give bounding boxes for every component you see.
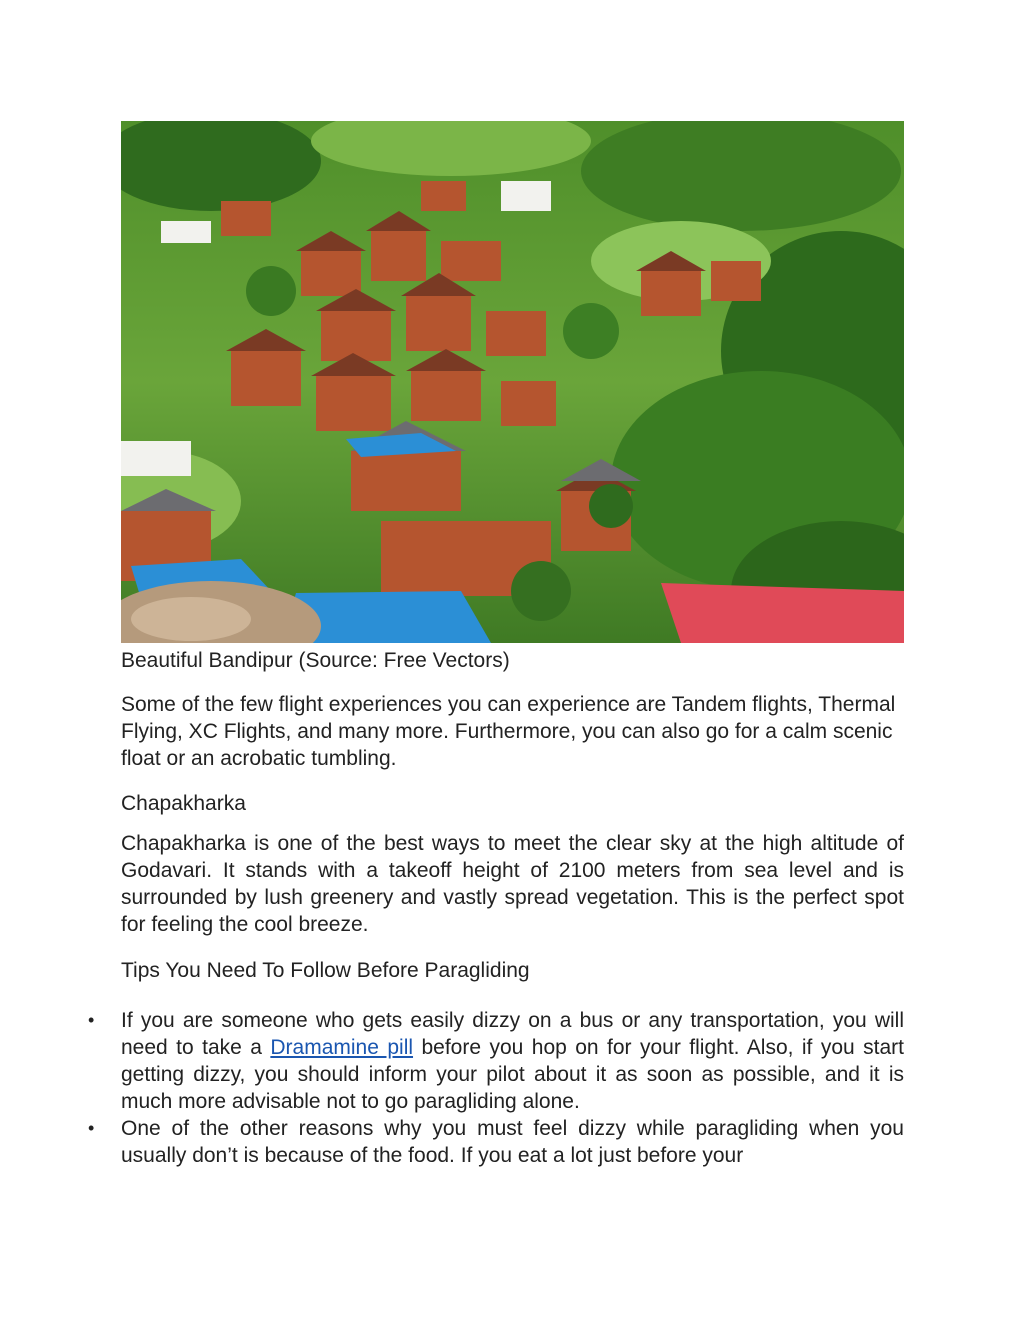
photo-caption: Beautiful Bandipur (Source: Free Vectors) <box>121 649 510 672</box>
tips-list <box>88 1007 904 1169</box>
paragraph-chapakharka: Chapakharka is one of the best ways to meet the clear sky at the high altitude of Godavari. It stands with a takeoff height of 2100 meters from sea level and is surrounded by lush greenery and vastly spread vegetation. This is the perfect spot for feeling the cool breeze. <box>121 832 904 936</box>
dramamine-pill-link[interactable]: Dramamine pill <box>270 1036 414 1059</box>
bullet-icon: • <box>88 1118 95 1138</box>
tip-text-before-link: If you are someone who gets easily dizzy on a bus or any transportation, you will need to take a <box>121 1009 904 1059</box>
bandipur-village-illustration <box>121 121 904 643</box>
tip-text: One of the other reasons why you must feel dizzy while paragliding when you usually don’t is because of the food. If you eat a lot just before your <box>121 1117 904 1167</box>
bullet-icon: • <box>88 1010 95 1030</box>
paragraph-flight-experiences: Some of the few flight experiences you can experience are Tandem flights, Thermal Flying, XC Flights, and many more. Furthermore, you can also go for a calm scenic float or an acrobatic tumbling. <box>121 693 896 770</box>
list-item <box>88 1115 904 1169</box>
bandipur-photo <box>121 121 904 643</box>
tip-text-after-link: before you hop on for your flight. Also, if you start getting dizzy, you should inform your pilot about it as soon as possible, and it is much more advisable not to go paragliding alone. <box>121 1036 904 1113</box>
section-heading-tips: Tips You Need To Follow Before Paragliding <box>121 959 530 982</box>
list-item <box>88 1007 904 1115</box>
document-page <box>88 121 904 1169</box>
section-heading-chapakharka: Chapakharka <box>121 792 246 815</box>
